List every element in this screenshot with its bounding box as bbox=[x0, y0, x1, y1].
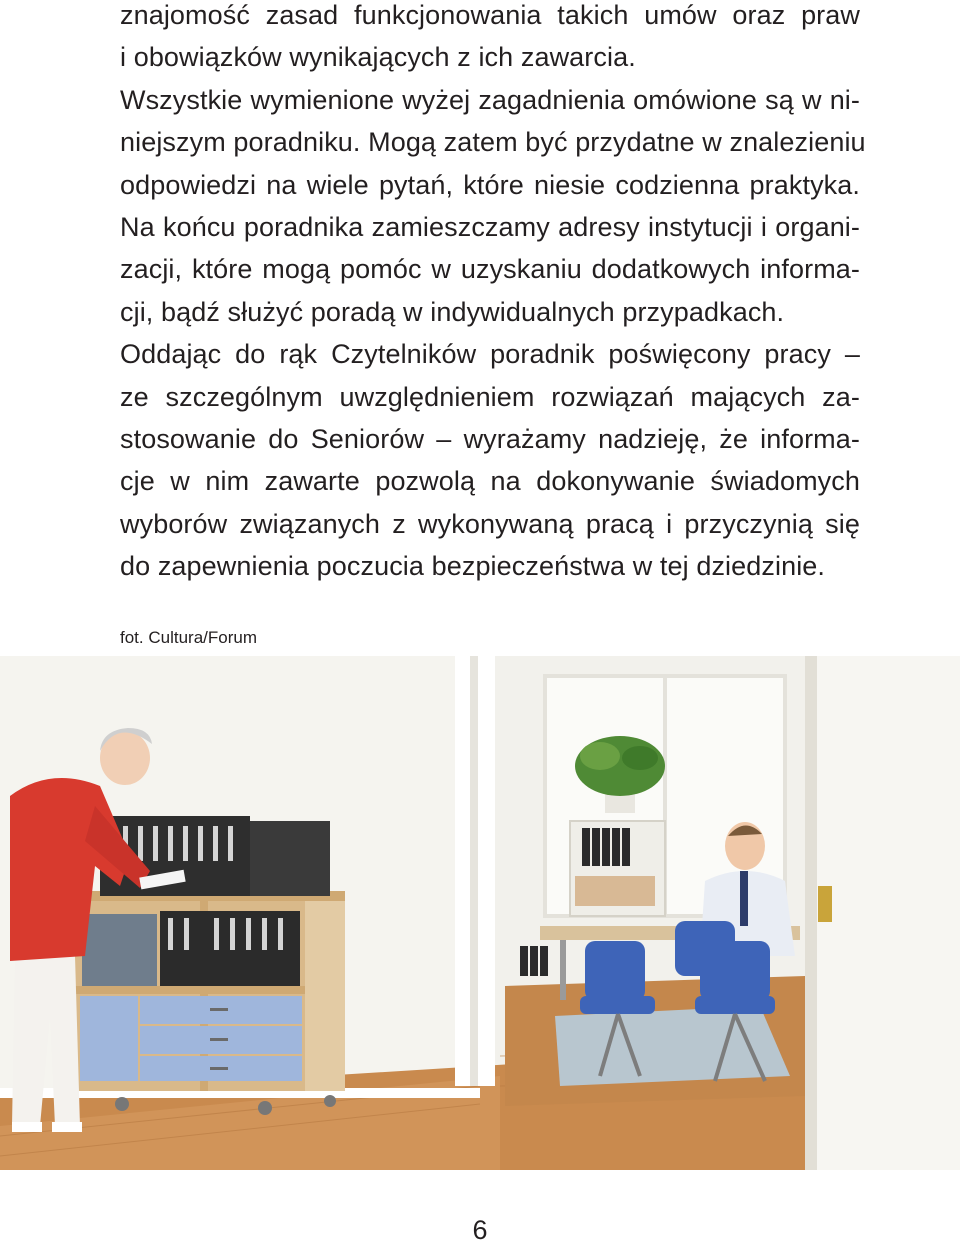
text-line: cji, bądź służyć poradą w indywidualnych przypadkach. bbox=[120, 296, 785, 327]
text-line: wyborów związanych z wykonywaną pracą i przyczynią się bbox=[120, 508, 860, 539]
office-photo-image bbox=[0, 656, 960, 1170]
page-number: 6 bbox=[472, 1215, 488, 1245]
text-line: niejszym poradniku. Mogą zatem być przydatne w znalezieniu bbox=[120, 127, 866, 158]
text-line: odpowiedzi na wiele pytań, które niesie codzienna praktyka. bbox=[120, 169, 860, 200]
text-line: Na końcu poradnika zamieszczamy adresy instytucji i organi- bbox=[120, 211, 860, 242]
body-text bbox=[120, 0, 866, 587]
text-line: i obowiązków wynikających z ich zawarcia. bbox=[120, 42, 636, 73]
text-line: stosowanie do Seniorów – wyrażamy nadzieję, że informa- bbox=[120, 423, 860, 454]
text-line: Oddając do rąk Czytelników poradnik poświęcony pracy – bbox=[120, 339, 860, 370]
text-line: cje w nim zawarte pozwolą na dokonywanie świadomych bbox=[120, 466, 860, 497]
text-line: znajomość zasad funkcjonowania takich umów oraz praw bbox=[120, 0, 860, 30]
photo-credit: fot. Cultura/Forum bbox=[120, 628, 257, 647]
text-line: do zapewnienia poczucia bezpieczeństwa w tej dziedzinie. bbox=[120, 551, 826, 582]
text-line: zacji, które mogą pomóc w uzyskaniu dodatkowych informa- bbox=[120, 254, 860, 285]
text-line: ze szczególnym uwzględnieniem rozwiązań mających za- bbox=[120, 381, 860, 412]
text-line: Wszystkie wymienione wyżej zagadnienia omówione są w ni- bbox=[120, 84, 860, 115]
